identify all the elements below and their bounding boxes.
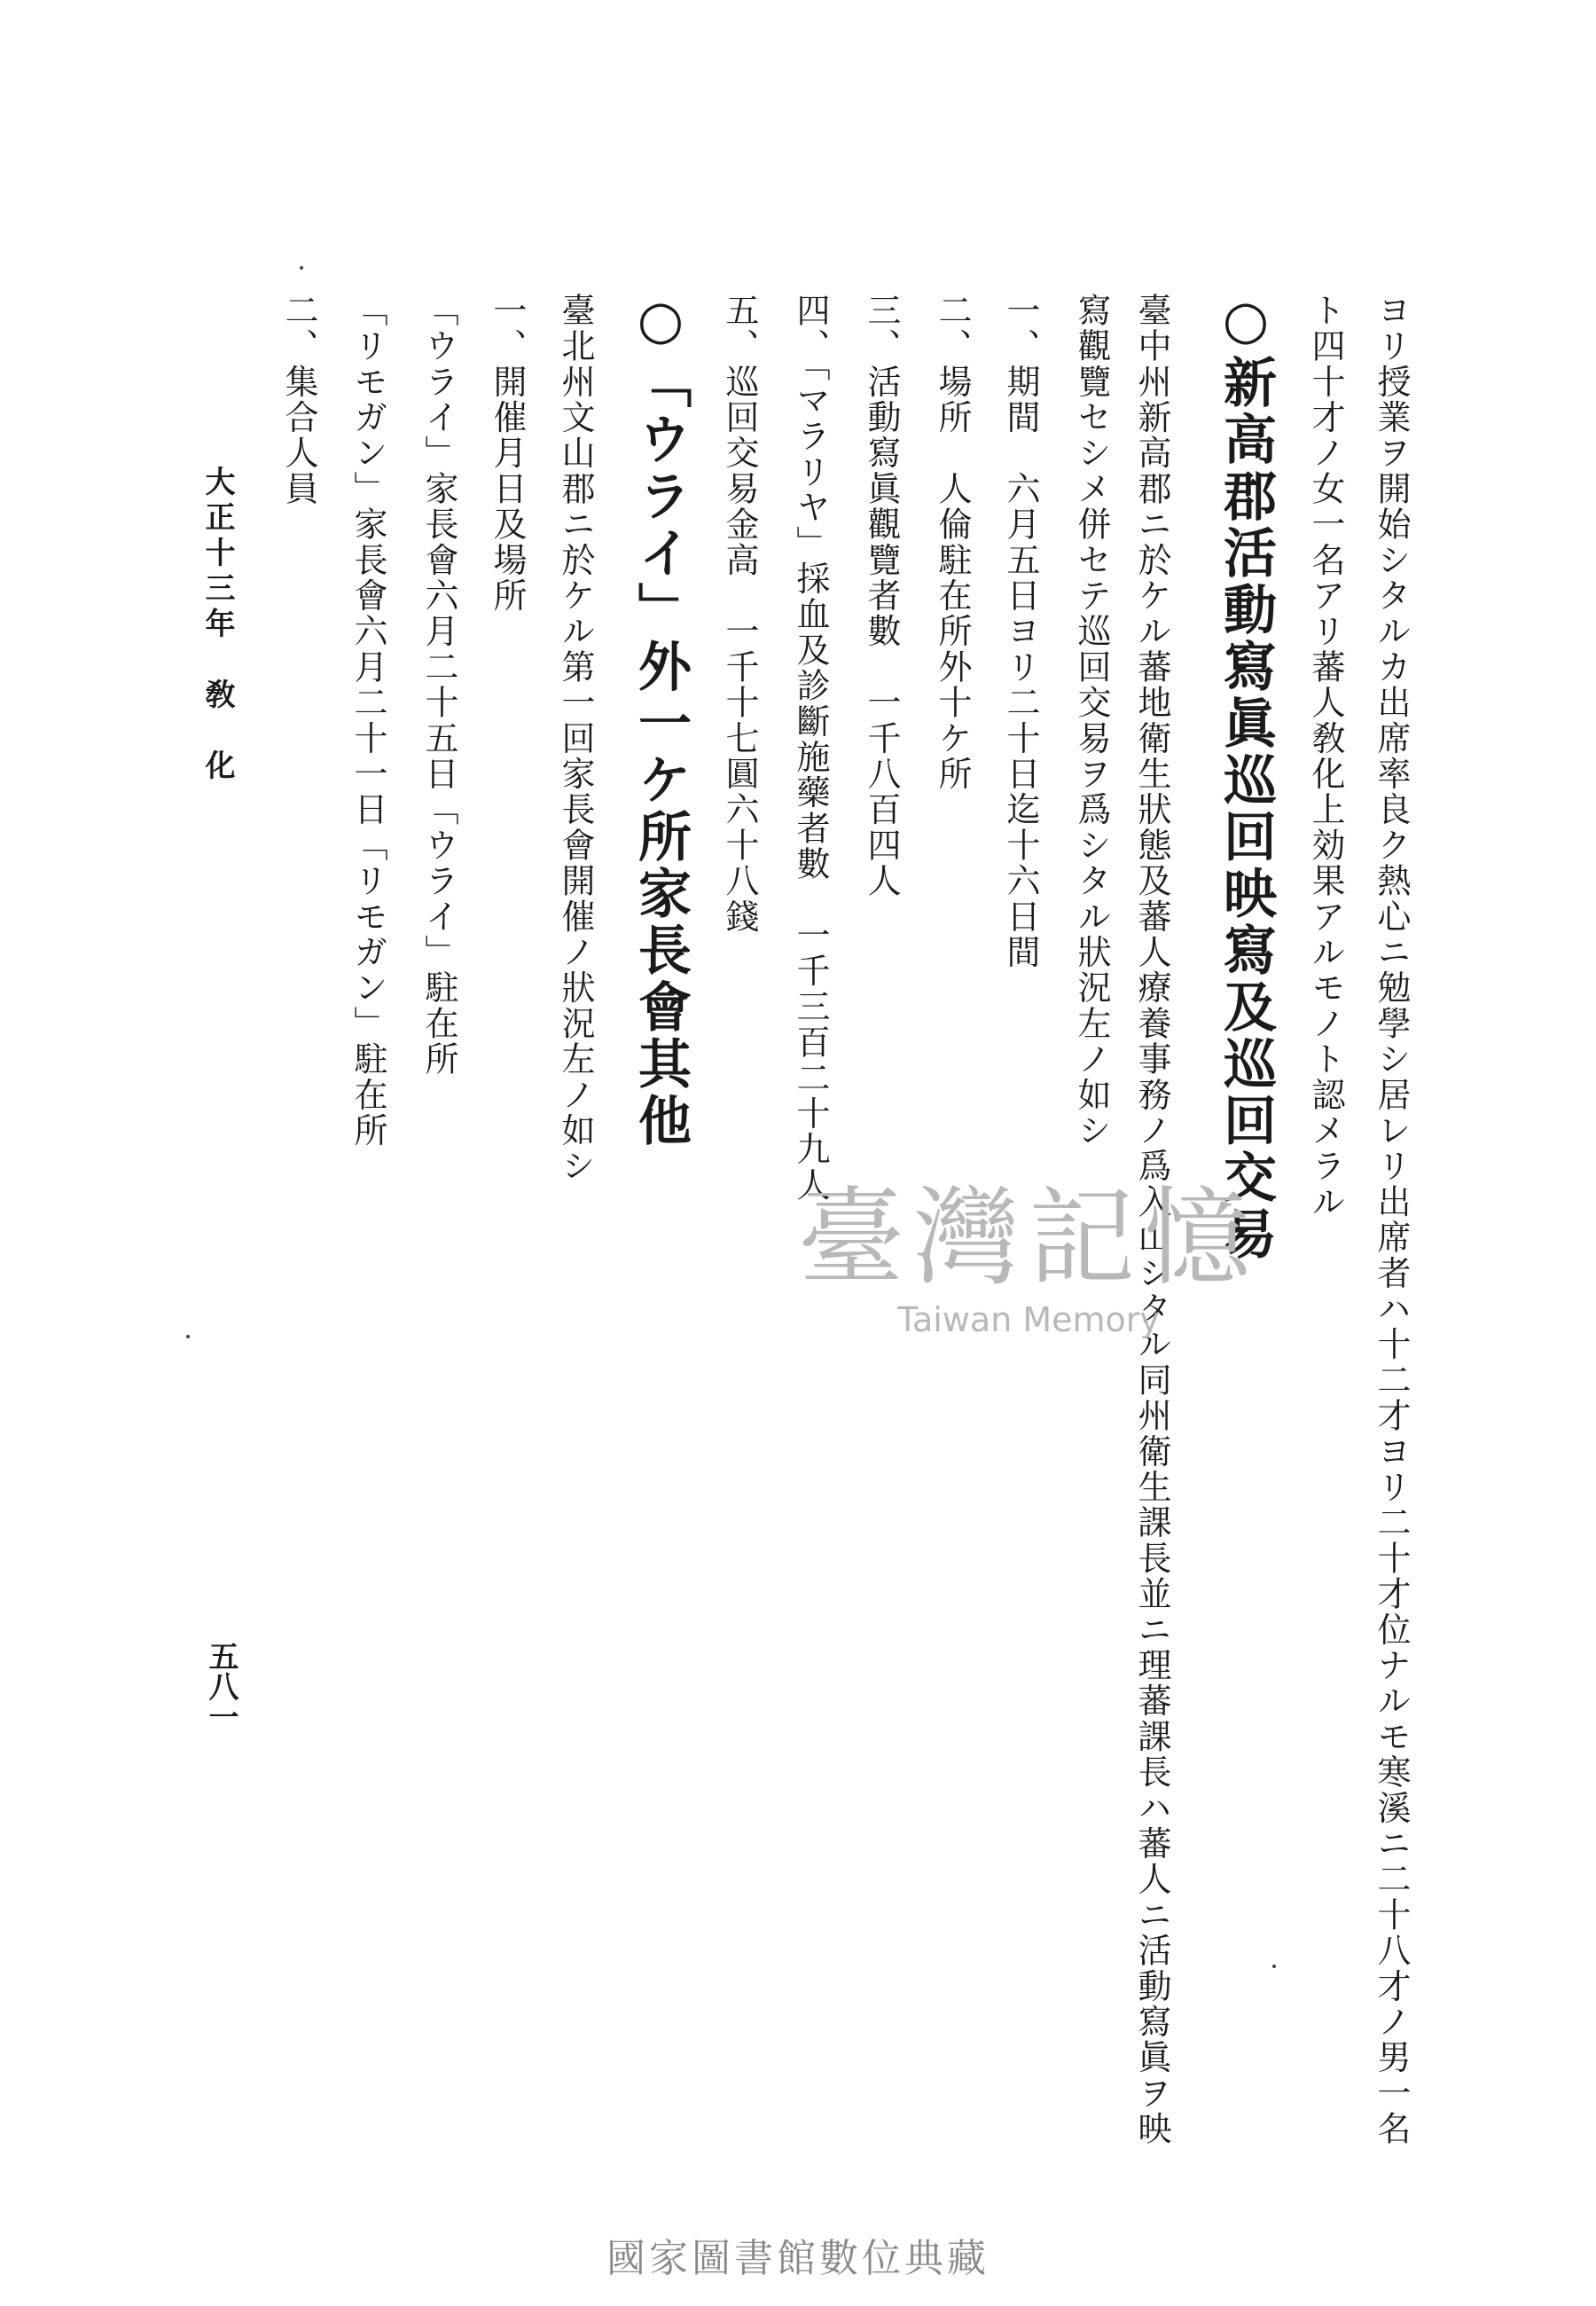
- running-head: 大正十三年 敎 化: [200, 466, 235, 785]
- list-item-rimogan: 「リモガン」家長會六月二十一日「リモガン」駐在所: [348, 293, 387, 1149]
- list-item-attendees: 二、集合人員: [279, 293, 318, 507]
- text-line-12: 臺北州文山郡ニ於ケル第一回家長會開催ノ狀況左ノ如シ: [556, 293, 595, 1184]
- list-item-period: 一、期間 六月五日ヨリ二十日迄十六日間: [1001, 293, 1040, 970]
- list-item-date-place: 一、開催月日及場所: [488, 293, 527, 614]
- watermark: [798, 1153, 1259, 1339]
- text-line-4: 臺中州新高郡ニ於ケル蕃地衛生狀態及蕃人療養事務ノ爲入山シタル同州衛生課長並ニ理蕃課長ハ蕃人ニ活動寫眞ヲ映: [1132, 293, 1171, 2147]
- list-item-urai: 「ウライ」家長會六月二十五日「ウライ」駐在所: [419, 293, 458, 1078]
- section-heading-shinkou: ○新高郡活動寫眞巡回映寫及巡回交易: [1215, 289, 1277, 1263]
- list-item-viewers: 三、活動寫眞觀覽者數 一千八百四人: [862, 293, 901, 899]
- watermark-cjk: 臺灣記憶: [798, 1177, 1259, 1300]
- list-item-malaria: 四、「マラリヤ」採血及診斷施藥者數 一千三百二十九人: [791, 293, 830, 1204]
- speck: [1272, 1965, 1276, 1968]
- speck: [300, 266, 303, 270]
- speck: [186, 1335, 190, 1338]
- watermark-en: Taiwan Memory: [897, 1300, 1160, 1339]
- list-item-place: 二、場所 人倫駐在所外十ケ所: [933, 293, 972, 792]
- page-number: 五八一: [203, 1641, 239, 1731]
- section-heading-urai: ○「ウライ」外一ケ所家長會其他: [630, 289, 692, 1149]
- text-line-5: 寫觀覽セシメ併セテ巡回交易ヲ爲シタル狀況左ノ如シ: [1072, 293, 1111, 1149]
- text-line-2: ト四十才ノ女一名アリ蕃人敎化上効果アルモノト認メラル: [1306, 293, 1345, 1220]
- footer-credit: 國家圖書館數位典藏: [606, 2236, 990, 2281]
- list-item-trade-amount: 五、巡回交易金高 一千十七圓六十八錢: [720, 293, 759, 935]
- text-line-1: ヨリ授業ヲ開始シタルカ出席率良ク熱心ニ勉學シ居レリ出席者ハ十二才ヨリ二十才位ナルモ寒溪ニ二十八才ノ男一名: [1372, 293, 1411, 2147]
